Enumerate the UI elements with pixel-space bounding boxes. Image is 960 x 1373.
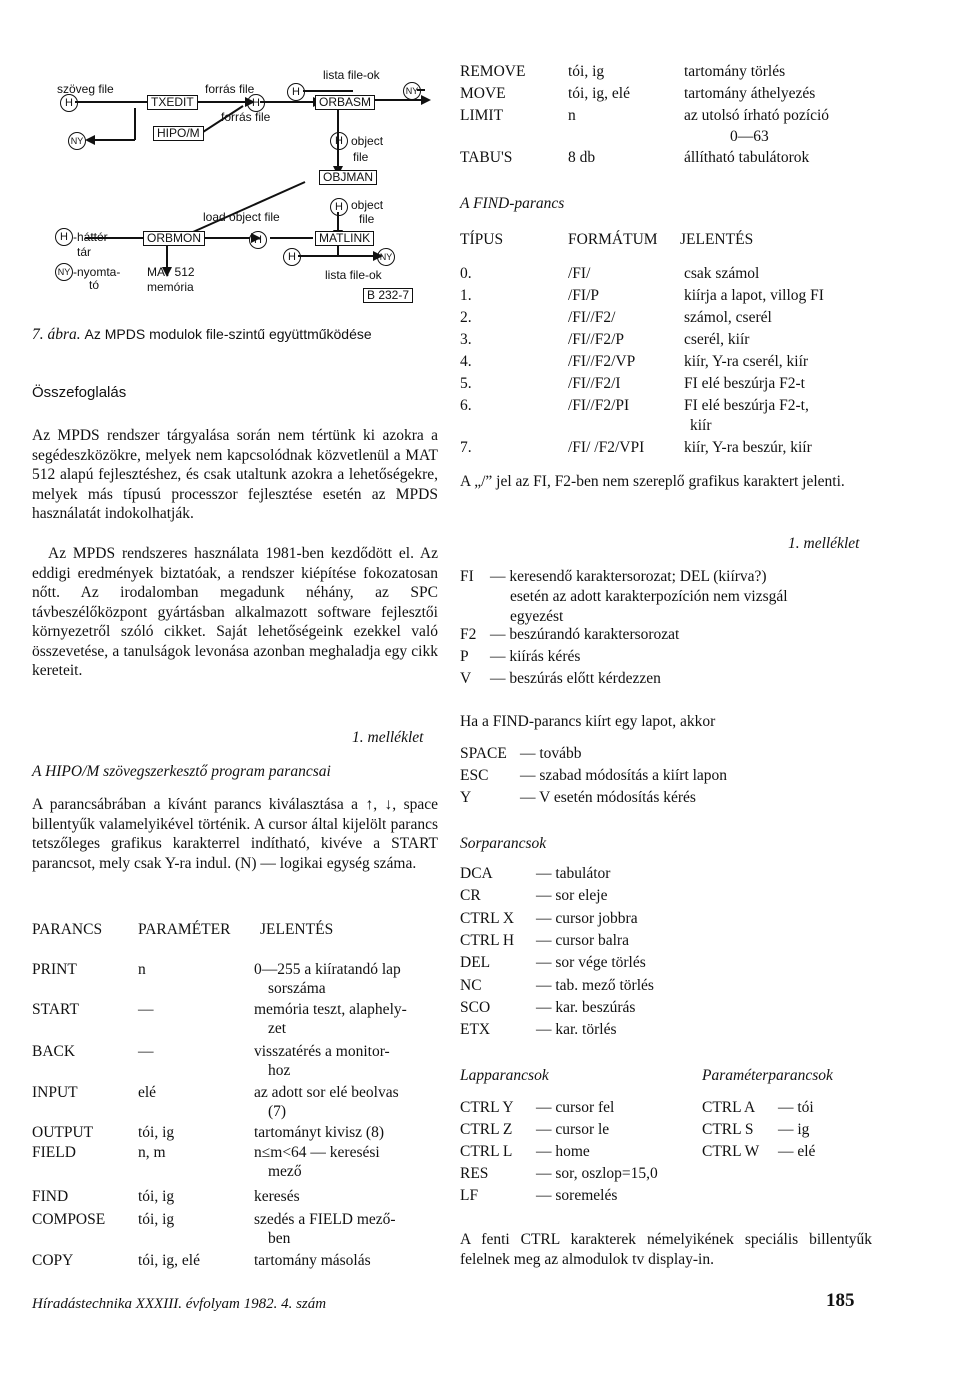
lap-desc: — sor, oszlop=15,0 — [536, 1165, 658, 1182]
command-name: BACK — [32, 1043, 76, 1060]
definition-key: F2 — [460, 626, 477, 643]
command-meaning: tartomány áthelyezés — [684, 85, 816, 102]
lap-command: CTRL L — [460, 1143, 513, 1160]
sor-command: SCO — [460, 998, 491, 1016]
h-node: H — [287, 83, 305, 101]
find-type: 3. — [460, 331, 472, 348]
find-meaning: kiírja a lapot, villog FI — [684, 287, 824, 304]
appendix-title-main: A HIPO/M szövegszerkesztő — [32, 763, 208, 780]
find-meaning: FI elé beszúrja F2-t — [684, 375, 805, 392]
txedit-box: TXEDIT — [147, 95, 198, 110]
command-name: REMOVE — [460, 63, 526, 80]
command-name: MOVE — [460, 85, 506, 102]
definition-text: — keresendő karaktersorozat; DEL (kiírva?) — [490, 568, 767, 585]
col-header-parancs: PARANCS — [32, 921, 103, 938]
command-param: tói, ig — [138, 1211, 175, 1228]
label-forras-file: forrás file — [205, 82, 255, 96]
h-node: H — [247, 94, 265, 112]
lap-desc: — cursor fel — [536, 1099, 615, 1116]
h-node: H — [60, 94, 78, 112]
ny-node: NY — [403, 82, 421, 100]
lap-command: RES — [460, 1165, 489, 1182]
command-meaning: tartomány másolás — [254, 1252, 371, 1269]
command-meaning: keresés — [254, 1188, 300, 1205]
label-file: file — [359, 212, 375, 226]
find-format: /FI//F2/VP — [568, 353, 636, 370]
command-param: tói, ig, elé — [138, 1252, 200, 1269]
find-meaning: cserél, kiír — [684, 331, 750, 348]
label-file: file — [353, 150, 369, 164]
label-tar: tár — [77, 245, 92, 259]
command-meaning: visszatérés a monitor- — [254, 1043, 390, 1060]
orbasm-box: ORBASM — [315, 95, 375, 110]
find-format: /FI/ /F2/VPI — [568, 439, 645, 456]
command-param: 8 db — [568, 149, 596, 166]
command-name: FIELD — [32, 1144, 76, 1161]
sor-command: ETX — [460, 1021, 491, 1039]
key-desc: — V esetén módosítás kérés — [520, 789, 696, 806]
definition-text: — beszúrás előtt kérdezzen — [490, 670, 661, 687]
lap-title: Lapparancsok — [460, 1067, 549, 1084]
sor-desc: — sor vége törlés — [536, 954, 646, 972]
param-desc: — ig — [778, 1121, 810, 1138]
footer-journal: Híradástechnika XXXIII. évfolyam 1982. 4. szám — [32, 1296, 327, 1312]
orbmon-box: ORBMON — [143, 231, 205, 246]
lap-desc: — soremelés — [536, 1187, 618, 1204]
page-keys — [460, 744, 930, 814]
find-meaning-cont: kiír — [690, 417, 712, 434]
sor-desc: — kar. törlés — [536, 1021, 617, 1039]
command-name: OUTPUT — [32, 1124, 94, 1141]
key-name: ESC — [460, 767, 489, 784]
find-type: 6. — [460, 397, 472, 414]
objman-box: OBJMAN — [319, 170, 377, 185]
label-memoria: memória — [147, 280, 194, 294]
definition-text-cont: egyezést — [510, 608, 564, 625]
command-name: TABU'S — [460, 149, 513, 166]
label-object: object — [351, 134, 384, 148]
find-format: /FI//F2/I — [568, 375, 621, 392]
find-page-intro: Ha a FIND-parancs kiírt egy lapot, akkor — [460, 713, 716, 730]
command-meaning-cont: hoz — [268, 1062, 291, 1079]
find-meaning: FI elé beszúrja F2-t, — [684, 397, 809, 414]
command-meaning: 0—255 a kiíratandó lap — [254, 961, 401, 978]
figure-caption — [32, 324, 372, 345]
param-command: CTRL A — [702, 1099, 756, 1116]
find-type: 2. — [460, 309, 472, 326]
find-meaning: számol, cserél — [684, 309, 772, 326]
param-list — [702, 1098, 902, 1168]
command-param: elé — [138, 1084, 157, 1101]
lap-command: CTRL Y — [460, 1099, 514, 1116]
command-name: COPY — [32, 1252, 74, 1269]
col-header-parameter: PARAMÉTER — [138, 921, 231, 938]
h-node: H — [330, 132, 348, 150]
key-name: SPACE — [460, 745, 507, 762]
command-name: LIMIT — [460, 107, 504, 124]
key-desc: — szabad módosítás a kiírt lapon — [520, 767, 728, 784]
command-param: tói, ig — [138, 1124, 175, 1141]
param-title: Paraméterparancsok — [702, 1067, 833, 1084]
command-name: FIND — [32, 1188, 69, 1205]
definition-key: P — [460, 648, 469, 665]
sor-command: CTRL H — [460, 931, 515, 949]
find-type: 5. — [460, 375, 472, 392]
col-header-jelentes: JELENTÉS — [680, 231, 754, 248]
hipom-box: HIPO/M — [153, 126, 204, 141]
appendix-intro: A parancsábrában a kívánt parancs kiválasztása a ↑, ↓, space billentyűk valamelyikével történik. A cursor által kijelölt parancs tetszőleges grafikus karakterrel indítható, kivéve a START parancsot, mely csak Y-ra indul. (N) — logikai egység száma. — [32, 796, 438, 872]
label-to: tó — [89, 278, 100, 292]
command-param: n, m — [138, 1144, 166, 1161]
sor-command: CR — [460, 887, 481, 905]
definition-key: V — [460, 670, 472, 687]
page-number: 185 — [826, 1290, 855, 1311]
command-param: tói, ig — [138, 1188, 175, 1205]
matlink-box: MATLINK — [315, 231, 374, 246]
command-meaning: szedés a FIELD mező- — [254, 1211, 396, 1228]
h-node: H — [330, 198, 348, 216]
command-meaning-cont: ben — [268, 1230, 291, 1247]
summary-paragraph-1: Az MPDS rendszer tárgyalása során nem tértünk ki azokra a segédeszközökre, melyek nem kapcsolódnak közvetlenül a MAT 512 alapú fejlesztéshez, és csak utaltunk azokra a lehetőségekre, melyek más típusú processzor fejlesztése esetén az MPDS használatát indokolhatják. — [32, 427, 438, 522]
figure-7 — [55, 60, 440, 325]
find-format: /FI//F2/ — [568, 309, 616, 326]
find-type: 4. — [460, 353, 472, 370]
command-meaning-cont: mező — [268, 1163, 302, 1180]
command-param: tói, ig — [568, 63, 605, 80]
appendix-label: 1. melléklet — [352, 729, 424, 746]
appendix-title-rest: program parancsai — [207, 763, 331, 780]
label-lista-file-ok: lista file-ok — [323, 68, 380, 82]
find-format: /FI//F2/P — [568, 331, 624, 348]
find-type: 0. — [460, 265, 472, 282]
label-lista-file-ok: lista file-ok — [325, 268, 382, 282]
figure-code: B 232-7 — [363, 288, 413, 303]
sor-desc: — sor eleje — [536, 887, 608, 905]
sor-desc: — tab. mező törlés — [536, 976, 654, 994]
label-szoveg-file: szöveg file — [57, 82, 114, 96]
sor-command: CTRL X — [460, 909, 515, 927]
find-type: 1. — [460, 287, 472, 304]
col-header-jelentes: JELENTÉS — [260, 921, 334, 938]
figure-caption-number: 7. ábra. — [32, 326, 81, 343]
find-meaning: csak számol — [684, 265, 760, 282]
sor-title: Sorparancsok — [460, 835, 547, 852]
command-meaning-cont: 0—63 — [730, 128, 769, 145]
param-desc: — tói — [778, 1099, 814, 1116]
ny-node: NY — [55, 263, 73, 281]
command-param: tói, ig, elé — [568, 85, 630, 102]
command-meaning-cont: zet — [268, 1020, 287, 1037]
lap-command: LF — [460, 1187, 479, 1204]
label-mat512: MAT 512 — [147, 265, 195, 279]
find-format: /FI/ — [568, 265, 591, 282]
h-node: H — [55, 228, 73, 246]
find-table — [460, 230, 930, 465]
find-meaning: kiír, Y-ra beszúr, kiír — [684, 439, 812, 456]
sor-list — [460, 864, 930, 1044]
command-meaning: tartományt kivisz (8) — [254, 1124, 384, 1141]
param-command: CTRL S — [702, 1121, 754, 1138]
sor-command: NC — [460, 976, 482, 994]
label-forras-file: forrás file — [221, 110, 271, 124]
command-meaning: n≤m<64 — keresési — [254, 1144, 380, 1161]
definition-list — [460, 567, 930, 692]
definition-key: FI — [460, 568, 474, 585]
param-command: CTRL W — [702, 1143, 760, 1160]
ny-node: NY — [377, 248, 395, 266]
definition-text-cont: esetén az adott karakterpozíción nem vizsgál — [510, 588, 788, 605]
command-table — [32, 920, 442, 1280]
sor-desc: — kar. beszúrás — [536, 998, 636, 1016]
label-object: object — [351, 198, 384, 212]
sor-desc: — tabulátor — [536, 865, 611, 882]
definition-text: — kiírás kérés — [490, 648, 581, 665]
sor-desc: — cursor balra — [536, 931, 629, 949]
ny-node: NY — [68, 132, 86, 150]
find-format: /FI/P — [568, 287, 600, 304]
lap-desc: — cursor le — [536, 1121, 610, 1138]
command-param: — — [138, 1043, 154, 1060]
label-load-object-file: load object file — [203, 210, 280, 224]
command-meaning: állítható tabulátorok — [684, 149, 810, 166]
appendix-title — [32, 762, 331, 782]
sor-command: DCA — [460, 865, 493, 882]
definition-text: — beszúrandó karaktersorozat — [490, 626, 680, 643]
command-meaning: memória teszt, alaphely- — [254, 1001, 407, 1018]
param-desc: — elé — [778, 1143, 816, 1160]
key-name: Y — [460, 789, 472, 806]
find-meaning: kiír, Y-ra cserél, kiír — [684, 353, 809, 370]
command-name: START — [32, 1001, 79, 1018]
summary-paragraph-2: Az MPDS rendszeres használata 1981-ben kezdődött el. Az eddigi eredmények biztatóak, a rendszer kiépítése fokozatosan nőtt. Az irodalomban megadunk néhány, az SPC távbeszélőközpont gyártásban alkalmazott software fejlesztői környezetről szóló cikket. Saját lehetőségeink ezekkel való összevetése, a tanulságok levonása azonban meghaladja egy cikk kereteit. — [32, 545, 438, 679]
command-name: INPUT — [32, 1084, 78, 1101]
closing-note: A fenti CTRL karakterek némelyikének speciális billentyűk felelnek meg az almodulok tv display-in. — [460, 1231, 872, 1268]
lap-desc: — home — [536, 1143, 590, 1160]
command-param: n — [138, 961, 146, 978]
key-desc: — tovább — [520, 745, 582, 762]
appendix-label-right: 1. melléklet — [788, 535, 860, 552]
command-param: n — [568, 107, 576, 124]
find-type: 7. — [460, 439, 472, 456]
col-header-formatum: FORMÁTUM — [568, 231, 658, 248]
command-meaning-cont: sorszáma — [268, 980, 326, 997]
label-hatter: -háttér - — [73, 230, 116, 244]
col-header-tipus: TÍPUS — [460, 231, 504, 248]
continued-table — [460, 62, 930, 172]
command-meaning: tartomány törlés — [684, 63, 786, 80]
lap-list — [460, 1098, 700, 1213]
lap-command: CTRL Z — [460, 1121, 513, 1138]
sor-command: DEL — [460, 954, 491, 972]
label-nyomtato: -nyomta- — [73, 265, 121, 279]
find-format: /FI//F2/PI — [568, 397, 630, 414]
command-name: PRINT — [32, 961, 77, 978]
command-meaning: az adott sor elé beolvas — [254, 1084, 399, 1101]
find-note: A „/” jel az FI, F2-ben nem szereplő grafikus karaktert jelenti. — [460, 473, 845, 490]
h-node: H — [283, 248, 301, 266]
summary-heading: Összefoglalás — [32, 384, 127, 401]
find-title: A FIND-parancs — [460, 195, 565, 212]
h-node: H — [249, 231, 267, 249]
command-param: — — [138, 1001, 154, 1018]
figure-caption-text: Az MPDS modulok file-szintű együttműködése — [84, 326, 372, 342]
command-meaning-cont: (7) — [268, 1103, 287, 1120]
sor-desc: — cursor jobbra — [536, 909, 638, 927]
command-meaning: az utolsó írható pozíció — [684, 107, 830, 124]
command-name: COMPOSE — [32, 1211, 106, 1228]
